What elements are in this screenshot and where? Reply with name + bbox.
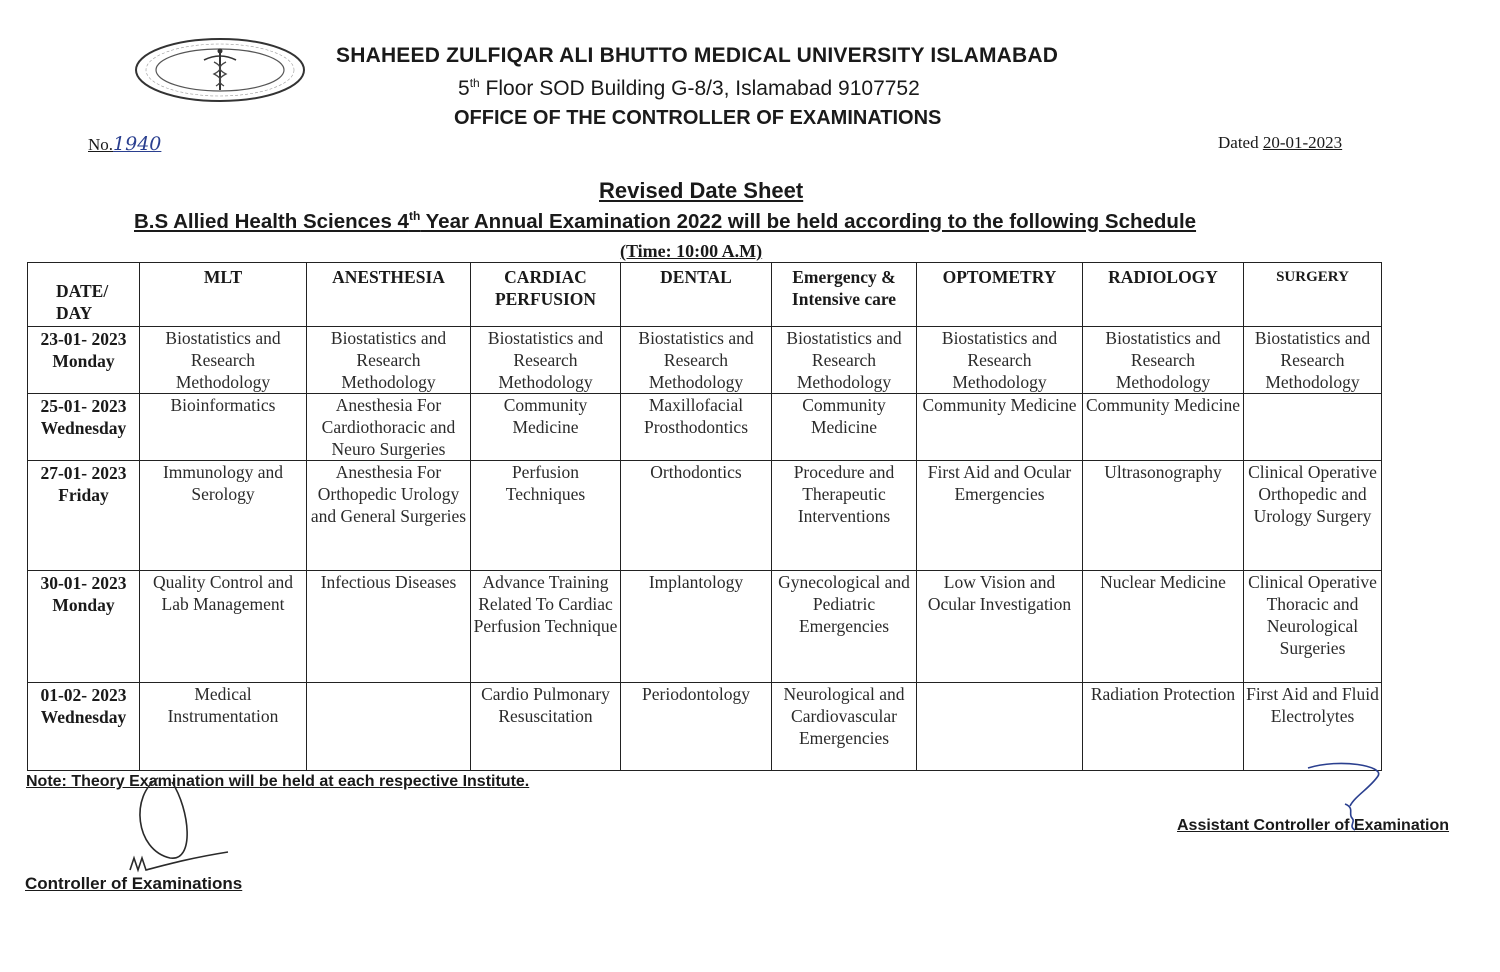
university-seal-logo bbox=[134, 38, 306, 102]
university-name: SHAHEED ZULFIQAR ALI BHUTTO MEDICAL UNIVERSITY ISLAMABAD bbox=[336, 44, 1059, 67]
subject-cell: Nuclear Medicine bbox=[1083, 571, 1244, 683]
date-issued-value: 20-01-2023 bbox=[1262, 133, 1343, 152]
column-header: MLT bbox=[140, 263, 307, 327]
table-row bbox=[28, 461, 1382, 571]
office-title: OFFICE OF THE CONTROLLER OF EXAMINATIONS bbox=[454, 107, 942, 129]
column-header: ANESTHESIA bbox=[307, 263, 471, 327]
subject-cell bbox=[917, 683, 1083, 771]
subject-cell: Biostatistics and Research Methodology bbox=[307, 327, 471, 394]
subject-cell: Anesthesia For Orthopedic Urology and General Surgeries bbox=[307, 461, 471, 571]
subject-cell: Biostatistics and Research Methodology bbox=[772, 327, 917, 394]
subject-cell: Community Medicine bbox=[917, 394, 1083, 461]
subject-cell: First Aid and Fluid Electrolytes bbox=[1244, 683, 1382, 771]
subject-cell: Anesthesia For Cardiothoracic and Neuro Surgeries bbox=[307, 394, 471, 461]
subject-cell: First Aid and Ocular Emergencies bbox=[917, 461, 1083, 571]
subject-cell: Biostatistics and Research Methodology bbox=[917, 327, 1083, 394]
controller-signature bbox=[110, 770, 250, 890]
subject-cell: Perfusion Techniques bbox=[471, 461, 621, 571]
table-header-row bbox=[28, 263, 1382, 327]
subject-cell: Biostatistics and Research Methodology bbox=[621, 327, 772, 394]
sheet-subtitle: B.S Allied Health Sciences 4th Year Annual Examination 2022 will be held according to the following Schedule bbox=[134, 209, 1197, 233]
table-row bbox=[28, 394, 1382, 461]
assistant-controller-title: Assistant Controller of Examination bbox=[1177, 817, 1450, 834]
column-header: RADIOLOGY bbox=[1083, 263, 1244, 327]
column-header: OPTOMETRY bbox=[917, 263, 1083, 327]
university-address: 5th Floor SOD Building G-8/3, Islamabad 9107752 bbox=[458, 76, 920, 100]
subject-cell: Periodontology bbox=[621, 683, 772, 771]
subject-cell: Maxillofacial Prosthodontics bbox=[621, 394, 772, 461]
subject-cell: Radiation Protection bbox=[1083, 683, 1244, 771]
subject-cell: Clinical Operative Orthopedic and Urology Surgery bbox=[1244, 461, 1382, 571]
date-sheet-table bbox=[27, 262, 1382, 771]
subject-cell: Community Medicine bbox=[1083, 394, 1244, 461]
subject-cell: Community Medicine bbox=[471, 394, 621, 461]
subject-cell bbox=[307, 683, 471, 771]
subject-cell: Biostatistics and Research Methodology bbox=[471, 327, 621, 394]
column-header: DENTAL bbox=[621, 263, 772, 327]
subject-cell: Infectious Diseases bbox=[307, 571, 471, 683]
subject-cell: Cardio Pulmonary Resuscitation bbox=[471, 683, 621, 771]
exam-note: Note: Theory Examination will be held at each respective Institute. bbox=[26, 773, 530, 790]
subject-cell: Procedure and Therapeutic Interventions bbox=[772, 461, 917, 571]
table-row bbox=[28, 683, 1382, 771]
subject-cell: Biostatistics and Research Methodology bbox=[1083, 327, 1244, 394]
date-cell: 25-01- 2023 Wednesday bbox=[28, 394, 140, 461]
subject-cell: Quality Control and Lab Management bbox=[140, 571, 307, 683]
column-header-date: DATE/ DAY bbox=[28, 263, 140, 327]
table-row bbox=[28, 327, 1382, 394]
subject-cell bbox=[1244, 394, 1382, 461]
reference-number-value: 1940 bbox=[113, 133, 162, 155]
subject-cell: Immunology and Serology bbox=[140, 461, 307, 571]
column-header: CARDIAC PERFUSION bbox=[471, 263, 621, 327]
subject-cell: Ultrasonography bbox=[1083, 461, 1244, 571]
column-header: Emergency & Intensive care bbox=[772, 263, 917, 327]
subject-cell: Biostatistics and Research Methodology bbox=[140, 327, 307, 394]
subject-cell: Medical Instrumentation bbox=[140, 683, 307, 771]
date-cell: 01-02- 2023 Wednesday bbox=[28, 683, 140, 771]
subject-cell: Biostatistics and Research Methodology bbox=[1244, 327, 1382, 394]
subject-cell: Bioinformatics bbox=[140, 394, 307, 461]
subject-cell: Orthodontics bbox=[621, 461, 772, 571]
date-cell: 27-01- 2023 Friday bbox=[28, 461, 140, 571]
column-header: SURGERY bbox=[1244, 263, 1382, 327]
date-cell: 23-01- 2023 Monday bbox=[28, 327, 140, 394]
subject-cell: Community Medicine bbox=[772, 394, 917, 461]
subject-cell: Advance Training Related To Cardiac Perfusion Technique bbox=[471, 571, 621, 683]
subject-cell: Implantology bbox=[621, 571, 772, 683]
reference-number: No.1940 bbox=[88, 133, 162, 155]
date-issued: Dated 20-01-2023 bbox=[1218, 133, 1343, 152]
subject-cell: Neurological and Cardiovascular Emergencies bbox=[772, 683, 917, 771]
subject-cell: Gynecological and Pediatric Emergencies bbox=[772, 571, 917, 683]
date-cell: 30-01- 2023 Monday bbox=[28, 571, 140, 683]
table-row bbox=[28, 571, 1382, 683]
subject-cell: Clinical Operative Thoracic and Neurological Surgeries bbox=[1244, 571, 1382, 683]
exam-time: (Time: 10:00 A.M) bbox=[620, 241, 763, 261]
controller-title: Controller of Examinations bbox=[25, 874, 243, 893]
sheet-title: Revised Date Sheet bbox=[599, 178, 804, 203]
subject-cell: Low Vision and Ocular Investigation bbox=[917, 571, 1083, 683]
